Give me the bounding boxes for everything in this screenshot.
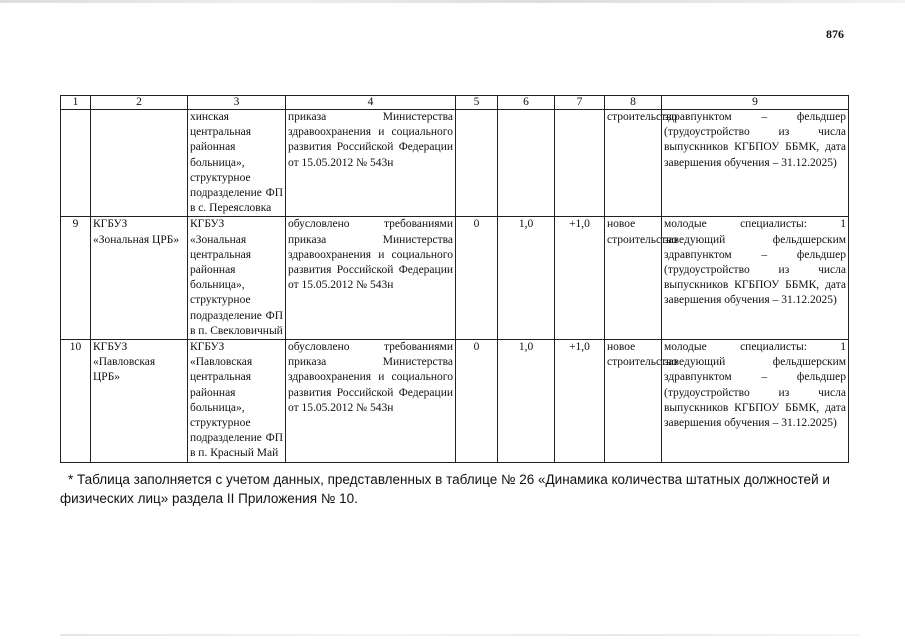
unit-cell: КГБУЗ «Павловская центральная районная больница», структурное подразделение ФП в п. Красный Май <box>188 340 286 463</box>
header-cell: 2 <box>91 96 188 110</box>
justification-cell: приказа Министерства здравоохранения и социального развития Российской Федерации от 15.05.2012 № 543н <box>286 110 456 217</box>
unit-cell: хинская центральная районная больница», структурное подразделение ФП в с. Переясловка <box>188 110 286 217</box>
specialists-cell: здравпунктом – фельдшер (трудоустройство из числа выпускников КГБПОУ ББМК, дата завершения обучения – 31.12.2025) <box>662 110 849 217</box>
row-number-cell: 9 <box>61 217 91 340</box>
row-number-cell: 10 <box>61 340 91 463</box>
specialists-cell: молодые специалисты: 1 заведующий фельдшерским здравпунктом – фельдшер (трудоустройство из числа выпускников КГБПОУ ББМК, дата завершения обучения – 31.12.2025) <box>662 217 849 340</box>
value-cell: 0 <box>456 217 498 340</box>
construction-cell: строительство <box>605 110 662 217</box>
value-cell <box>456 110 498 217</box>
header-cell: 1 <box>61 96 91 110</box>
organization-cell: КГБУЗ «Павловская ЦРБ» <box>91 340 188 463</box>
header-cell: 7 <box>555 96 605 110</box>
construction-cell: новое строительство <box>605 340 662 463</box>
header-cell: 8 <box>605 96 662 110</box>
header-cell: 5 <box>456 96 498 110</box>
table-row <box>61 340 849 463</box>
justification-cell: обусловлено требованиями приказа Министерства здравоохранения и социального развития Российской Федерации от 15.05.2012 № 543н <box>286 340 456 463</box>
value-cell: 0 <box>456 340 498 463</box>
justification-cell: обусловлено требованиями приказа Министерства здравоохранения и социального развития Российской Федерации от 15.05.2012 № 543н <box>286 217 456 340</box>
value-cell: +1,0 <box>555 340 605 463</box>
value-cell <box>555 110 605 217</box>
value-cell: 1,0 <box>498 340 555 463</box>
value-cell: 1,0 <box>498 217 555 340</box>
table-header-row <box>61 96 849 110</box>
value-cell: +1,0 <box>555 217 605 340</box>
page-number: 876 <box>826 27 844 41</box>
organization-cell <box>91 110 188 217</box>
header-cell: 6 <box>498 96 555 110</box>
construction-cell: новое строительство <box>605 217 662 340</box>
row-number-cell <box>61 110 91 217</box>
table-row <box>61 110 849 217</box>
header-cell: 3 <box>188 96 286 110</box>
header-cell: 4 <box>286 96 456 110</box>
value-cell <box>498 110 555 217</box>
organization-cell: КГБУЗ «Зональная ЦРБ» <box>91 217 188 340</box>
table-row <box>61 217 849 340</box>
scan-bottom-edge <box>60 634 860 636</box>
scan-top-edge <box>0 0 905 3</box>
unit-cell: КГБУЗ «Зональная центральная районная больница», структурное подразделение ФП в п. Свекловичный <box>188 217 286 340</box>
header-cell: 9 <box>662 96 849 110</box>
table-footnote: * Таблица заполняется с учетом данных, представленных в таблице № 26 «Динамика количества штатных должностей и физических лиц» раздела II Приложения № 10. <box>60 472 830 506</box>
specialists-cell: молодые специалисты: 1 заведующий фельдшерским здравпунктом – фельдшер (трудоустройство из числа выпускников КГБПОУ ББМК, дата завершения обучения – 31.12.2025) <box>662 340 849 463</box>
staffing-table <box>60 95 849 463</box>
